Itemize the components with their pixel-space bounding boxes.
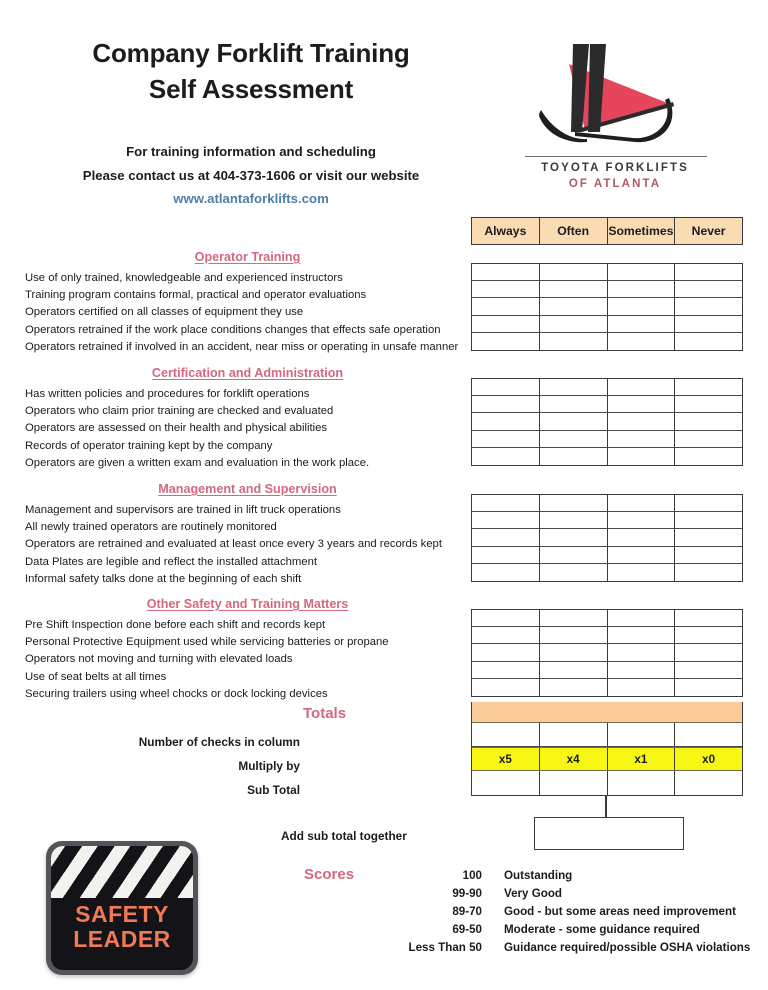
- grid-row: [472, 662, 742, 679]
- grid-cell-never[interactable]: [675, 662, 742, 678]
- grid-cell-often[interactable]: [540, 281, 608, 297]
- grid-cell-often[interactable]: [540, 316, 608, 332]
- section-heading: Certification and Administration: [151, 366, 344, 380]
- grid-cell-often[interactable]: [540, 610, 608, 626]
- grid-cell-never[interactable]: [675, 610, 742, 626]
- score-row: [360, 902, 760, 920]
- grid-cell-often[interactable]: [540, 495, 608, 511]
- score-description: Guidance required/possible OSHA violations: [504, 941, 751, 955]
- grid-row: [472, 379, 742, 396]
- section-item: Pre Shift Inspection done before each shift and records kept: [25, 619, 326, 631]
- grid-row: [472, 431, 742, 448]
- scores-table: [360, 866, 760, 957]
- grid-cell-sometimes[interactable]: [608, 547, 676, 563]
- score-description: Very Good: [504, 886, 562, 900]
- contact-line-1: For training information and scheduling: [126, 144, 376, 159]
- hazard-stripes-icon: [51, 846, 193, 898]
- grid-cell-sometimes[interactable]: [608, 333, 676, 350]
- rating-scale-header: [471, 217, 743, 245]
- title-line-2: Self Assessment: [148, 73, 354, 104]
- subtotal-sometimes[interactable]: [608, 771, 676, 795]
- grid-cell-often[interactable]: [540, 298, 608, 314]
- grid-cell-sometimes[interactable]: [608, 679, 676, 696]
- totals-checks-sometimes[interactable]: [608, 723, 676, 746]
- grid-cell-often[interactable]: [540, 662, 608, 678]
- grid-cell-always[interactable]: [472, 564, 540, 581]
- grid-cell-never[interactable]: [675, 281, 742, 297]
- section-items: [25, 386, 480, 472]
- totals-heading: Totals: [303, 705, 347, 722]
- grid-cell-never[interactable]: [675, 495, 742, 511]
- section-items: [25, 617, 480, 703]
- section-item: Securing trailers using wheel chocks or dock locking devices: [25, 687, 328, 700]
- grid-cell-often[interactable]: [540, 512, 608, 528]
- section-item: Operators certified on all classes of equipment they use: [25, 306, 304, 319]
- contact-block: [26, 140, 476, 211]
- grid-cell-never[interactable]: [675, 333, 742, 350]
- section-heading: Other Safety and Training Matters: [146, 597, 349, 611]
- section-item: Use of only trained, knowledgeable and experienced instructors: [25, 272, 343, 284]
- checkbox-grid-operator-training[interactable]: [471, 263, 743, 351]
- section-item: Operators retrained if the work place conditions changes that effects safe operation: [25, 323, 441, 336]
- rating-column-never: Never: [691, 224, 726, 238]
- section-item: Has written policies and procedures for forklift operations: [25, 388, 310, 400]
- section-item: Operators are given a written exam and evaluation in the work place.: [25, 456, 370, 469]
- section-item: Operators not moving and turning with elevated loads: [25, 653, 293, 666]
- score-range: 89-70: [452, 904, 482, 918]
- grid-row: [472, 610, 742, 627]
- checkbox-grid-other-safety-training[interactable]: [471, 609, 743, 697]
- grid-row: [472, 264, 742, 281]
- logo-divider: [525, 156, 707, 157]
- grid-cell-never[interactable]: [675, 627, 742, 643]
- multiplier-never: x0: [702, 752, 716, 766]
- grid-cell-always[interactable]: [472, 644, 540, 660]
- grid-cell-sometimes[interactable]: [608, 264, 676, 280]
- score-row: [360, 939, 760, 957]
- rating-column-often: Often: [540, 218, 608, 244]
- section-item: Operators are retrained and evaluated at least once every 3 years and records kept: [25, 538, 442, 551]
- grid-cell-sometimes[interactable]: [608, 662, 676, 678]
- badge-inner: [51, 846, 193, 970]
- grid-row: [472, 627, 742, 644]
- score-row: [360, 921, 760, 939]
- grid-cell-always[interactable]: [472, 627, 540, 643]
- grid-cell-often[interactable]: [540, 547, 608, 563]
- grid-row: [472, 396, 742, 413]
- subtotal-always[interactable]: [472, 771, 540, 795]
- totals-checks-often[interactable]: [540, 723, 608, 746]
- score-row: [360, 884, 760, 902]
- grid-cell-always[interactable]: [472, 298, 540, 314]
- grid-cell-sometimes[interactable]: [608, 610, 676, 626]
- score-range: 100: [462, 868, 482, 882]
- grid-row: [472, 298, 742, 315]
- grid-row: [472, 333, 742, 350]
- multiplier-always: x5: [472, 748, 540, 770]
- section-item: Use of seat belts at all times: [25, 670, 167, 683]
- grid-cell-never[interactable]: [675, 564, 742, 581]
- grid-row: [472, 448, 742, 465]
- score-range: Less Than 50: [408, 941, 482, 955]
- grid-cell-often[interactable]: [540, 679, 608, 696]
- section-item: Management and supervisors are trained in lift truck operations: [25, 504, 341, 516]
- grid-cell-always[interactable]: [472, 379, 540, 395]
- contact-line-2: Please contact us at 404-373-1606 or visit our website: [82, 167, 420, 183]
- grid-row: [472, 547, 742, 564]
- grid-cell-sometimes[interactable]: [608, 644, 676, 660]
- grid-row: [472, 564, 742, 581]
- grid-row: [472, 495, 742, 512]
- grid-cell-never[interactable]: [675, 379, 742, 395]
- grid-cell-never[interactable]: [675, 529, 742, 545]
- title-line-1: Company Forklift Training: [92, 38, 410, 68]
- grid-cell-always[interactable]: [472, 547, 540, 563]
- grid-row: [472, 281, 742, 298]
- grid-cell-sometimes[interactable]: [608, 627, 676, 643]
- subtotal-never[interactable]: [675, 771, 742, 795]
- grid-cell-often[interactable]: [540, 448, 608, 465]
- grid-cell-never[interactable]: [675, 396, 742, 412]
- grid-cell-always[interactable]: [472, 413, 540, 429]
- score-row: [360, 866, 760, 884]
- section-item: Operators are assessed on their health and physical abilities: [25, 422, 328, 435]
- section-item: Informal safety talks done at the beginning of each shift: [25, 572, 302, 585]
- totals-label-multiply-by: Multiply by: [238, 759, 300, 773]
- grid-row: [472, 529, 742, 546]
- add-sub-total-label: Add sub total together: [281, 829, 407, 843]
- grid-cell-often[interactable]: [540, 529, 608, 545]
- page-title: [36, 36, 466, 108]
- total-connector-line: [605, 795, 607, 818]
- multiplier-often: x4: [540, 748, 608, 770]
- grid-cell-never[interactable]: [675, 512, 742, 528]
- grid-cell-often[interactable]: [540, 396, 608, 412]
- score-description: Moderate - some guidance required: [504, 923, 700, 937]
- section-items: [25, 270, 480, 356]
- grid-cell-always[interactable]: [472, 662, 540, 678]
- grid-cell-sometimes[interactable]: [608, 512, 676, 528]
- grid-cell-often[interactable]: [540, 564, 608, 581]
- grid-cell-always[interactable]: [472, 610, 540, 626]
- grid-cell-never[interactable]: [675, 644, 742, 660]
- totals-label-number-of-checks: Number of checks in column: [138, 735, 300, 749]
- totals-row-number-of-checks: [472, 723, 742, 747]
- grid-cell-sometimes[interactable]: [608, 448, 676, 465]
- totals-label-sub-total: Sub Total: [247, 783, 300, 797]
- checkbox-grid-certification-administration[interactable]: [471, 378, 743, 466]
- grid-cell-always[interactable]: [472, 281, 540, 297]
- checkbox-grid-management-supervision[interactable]: [471, 494, 743, 582]
- grid-cell-never[interactable]: [675, 316, 742, 332]
- forklift-mast-icon: [505, 32, 725, 150]
- grid-cell-always[interactable]: [472, 264, 540, 280]
- grid-cell-often[interactable]: [540, 264, 608, 280]
- section-item: Operators who claim prior training are checked and evaluated: [25, 405, 334, 418]
- grid-cell-often[interactable]: [540, 379, 608, 395]
- safety-leader-badge: [46, 841, 198, 975]
- grid-cell-sometimes[interactable]: [608, 281, 676, 297]
- grid-cell-always[interactable]: [472, 431, 540, 447]
- totals-grid[interactable]: [471, 723, 743, 796]
- score-description: Good - but some areas need improvement: [504, 904, 736, 918]
- grid-cell-often[interactable]: [540, 413, 608, 429]
- grid-cell-never[interactable]: [675, 679, 742, 696]
- section-item: Records of operator training kept by the company: [25, 439, 273, 452]
- badge-text-line-2: LEADER: [73, 926, 171, 952]
- multiplier-sometimes: x1: [608, 748, 676, 770]
- grid-row: [472, 644, 742, 661]
- totals-checks-always[interactable]: [472, 723, 540, 746]
- grid-cell-sometimes[interactable]: [608, 431, 676, 447]
- grid-cell-sometimes[interactable]: [608, 529, 676, 545]
- grid-cell-always[interactable]: [472, 679, 540, 696]
- section-item: Data Plates are legible and reflect the installed attachment: [25, 555, 318, 568]
- grid-row: [472, 512, 742, 529]
- grid-cell-often[interactable]: [540, 333, 608, 350]
- grid-cell-always[interactable]: [472, 448, 540, 465]
- totals-separator-bar: [471, 702, 743, 723]
- grid-row: [472, 316, 742, 333]
- grid-cell-always[interactable]: [472, 529, 540, 545]
- grid-cell-always[interactable]: [472, 396, 540, 412]
- grid-cell-always[interactable]: [472, 512, 540, 528]
- grid-cell-never[interactable]: [675, 264, 742, 280]
- section-item: All newly trained operators are routinely monitored: [25, 521, 277, 534]
- rating-column-sometimes: Sometimes: [608, 218, 676, 244]
- grid-cell-sometimes[interactable]: [608, 495, 676, 511]
- grid-cell-sometimes[interactable]: [608, 298, 676, 314]
- logo-text-line-1: TOYOTA FORKLIFTS: [541, 162, 689, 174]
- totals-checks-never[interactable]: [675, 723, 742, 746]
- grid-cell-never[interactable]: [675, 413, 742, 429]
- grid-cell-often[interactable]: [540, 644, 608, 660]
- grand-total-box[interactable]: [534, 817, 684, 850]
- section-heading: Operator Training: [194, 250, 301, 264]
- toyota-forklifts-logo: [505, 32, 725, 192]
- grid-cell-often[interactable]: [540, 627, 608, 643]
- grid-cell-sometimes[interactable]: [608, 564, 676, 581]
- section-item: Training program contains formal, practical and operator evaluations: [25, 289, 367, 302]
- grid-cell-always[interactable]: [472, 333, 540, 350]
- subtotal-often[interactable]: [540, 771, 608, 795]
- website-link[interactable]: www.atlantaforklifts.com: [173, 191, 329, 206]
- grid-cell-never[interactable]: [675, 298, 742, 314]
- grid-cell-never[interactable]: [675, 431, 742, 447]
- score-range: 99-90: [452, 886, 482, 900]
- grid-cell-often[interactable]: [540, 431, 608, 447]
- rating-column-always: Always: [472, 218, 540, 244]
- grid-cell-sometimes[interactable]: [608, 379, 676, 395]
- section-item: Personal Protective Equipment used while servicing batteries or propane: [25, 636, 389, 649]
- grid-cell-never[interactable]: [675, 547, 742, 563]
- badge-text-line-1: SAFETY: [75, 901, 169, 927]
- section-items: [25, 502, 480, 588]
- grid-row: [472, 679, 742, 696]
- totals-row-multipliers: [472, 747, 742, 771]
- grid-cell-sometimes[interactable]: [608, 316, 676, 332]
- grid-cell-never[interactable]: [675, 448, 742, 465]
- badge-text: [51, 902, 193, 952]
- grid-cell-always[interactable]: [472, 316, 540, 332]
- section-item: Operators retrained if involved in an accident, near miss or operating in unsafe manner: [25, 340, 459, 353]
- grid-cell-sometimes[interactable]: [608, 396, 676, 412]
- scores-heading: Scores: [304, 866, 355, 883]
- grid-row: [472, 413, 742, 430]
- grid-cell-always[interactable]: [472, 495, 540, 511]
- section-heading: Management and Supervision: [158, 482, 337, 496]
- totals-row-sub-total: [472, 771, 742, 795]
- score-description: Outstanding: [504, 868, 573, 882]
- logo-text-line-2: OF ATLANTA: [568, 178, 662, 190]
- score-range: 69-50: [452, 923, 482, 937]
- grid-cell-sometimes[interactable]: [608, 413, 676, 429]
